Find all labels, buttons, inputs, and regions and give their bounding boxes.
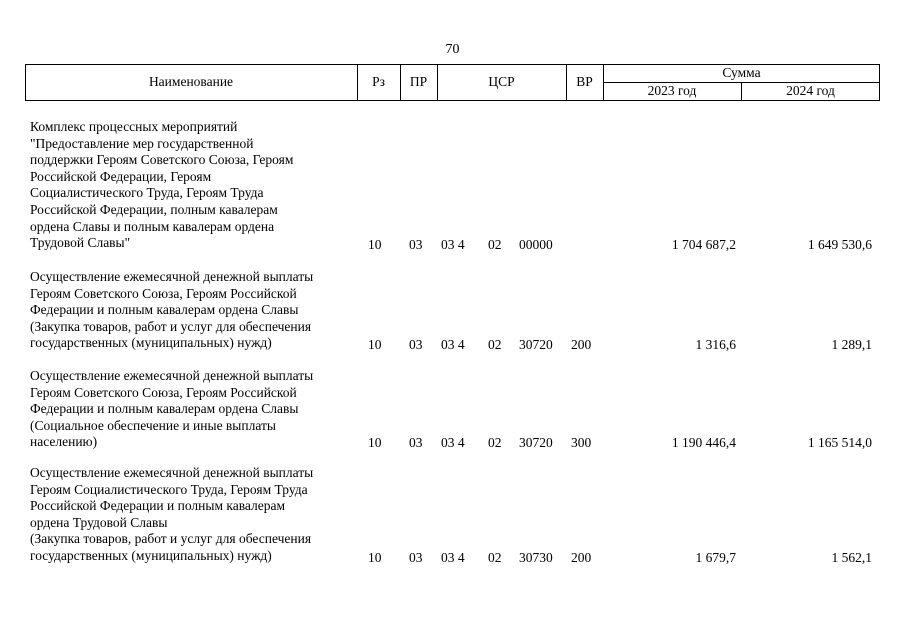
header-year-2024: 2024 год [786,83,835,98]
header-csr: ЦСР [488,74,515,89]
row-rz: 10 [368,237,382,252]
row-csr-program: 03 4 [441,550,465,565]
row-sum-2024: 1 649 530,6 [807,237,872,252]
row-sum-2023: 1 679,7 [695,550,736,565]
row-pr: 03 [409,435,423,450]
row-csr-subprogram: 02 [488,435,502,450]
header-pr: ПР [409,74,428,89]
row-csr-program: 03 4 [441,237,465,252]
row-csr-direction: 30720 [519,337,553,352]
header-rz: Рз [372,74,385,89]
row-sum-2023: 1 316,6 [695,337,736,352]
row-sum-2023: 1 190 446,4 [671,435,736,450]
row-pr: 03 [409,337,423,352]
header-bottom-border [25,100,880,101]
row-vr: 200 [571,550,592,565]
row-pr: 03 [409,550,423,565]
row-rz: 10 [368,337,382,352]
header-sum: Сумма [722,65,761,80]
row-csr-direction: 30720 [519,435,553,450]
row-name: Осуществление ежемесячной денежной выплаты Героям Советского Союза, Героям Российской Федерации и полным кавалерам ордена Славы (Закупка товаров, работ и услуг для обеспечения государственных (муниципальных) нужд) [30,269,314,351]
row-name: Осуществление ежемесячной денежной выплаты Героям Советского Союза, Героям Российской Федерации и полным кавалерам ордена Славы (Социальное обеспечение и иные выплаты населению) [30,368,314,450]
row-csr-direction: 30730 [519,550,553,565]
row-csr-direction: 00000 [519,237,553,252]
row-csr-subprogram: 02 [488,237,502,252]
row-pr: 03 [409,237,423,252]
header-name: Наименование [148,74,234,89]
header-vr: ВР [576,74,593,89]
row-sum-2024: 1 165 514,0 [807,435,872,450]
row-csr-program: 03 4 [441,435,465,450]
row-rz: 10 [368,550,382,565]
header-year-2023: 2023 год [647,83,697,98]
row-csr-program: 03 4 [441,337,465,352]
row-vr: 300 [571,435,592,450]
row-sum-2023: 1 704 687,2 [671,237,736,252]
row-sum-2024: 1 289,1 [831,337,872,352]
row-csr-subprogram: 02 [488,550,502,565]
row-csr-subprogram: 02 [488,337,502,352]
page-number: 70 [445,42,460,57]
row-rz: 10 [368,435,382,450]
row-vr: 200 [571,337,592,352]
row-name: Осуществление ежемесячной денежной выплаты Героям Социалистического Труда, Героям Труда Российской Федерации и полным кавалерам ордена Трудовой Славы (Закупка товаров, работ и услуг для обеспечения государственных (муниципальных) нужд) [30,465,314,563]
row-name: Комплекс процессных мероприятий "Предоставление мер государственной поддержки Героям Советского Союза, Героям Российской Федерации, Героям Социалистического Труда, Героям Труда Российской Федерации, полным кавалерам ордена Славы и полным кавалерам ордена Трудовой Славы" [30,119,294,251]
row-sum-2024: 1 562,1 [831,550,872,565]
